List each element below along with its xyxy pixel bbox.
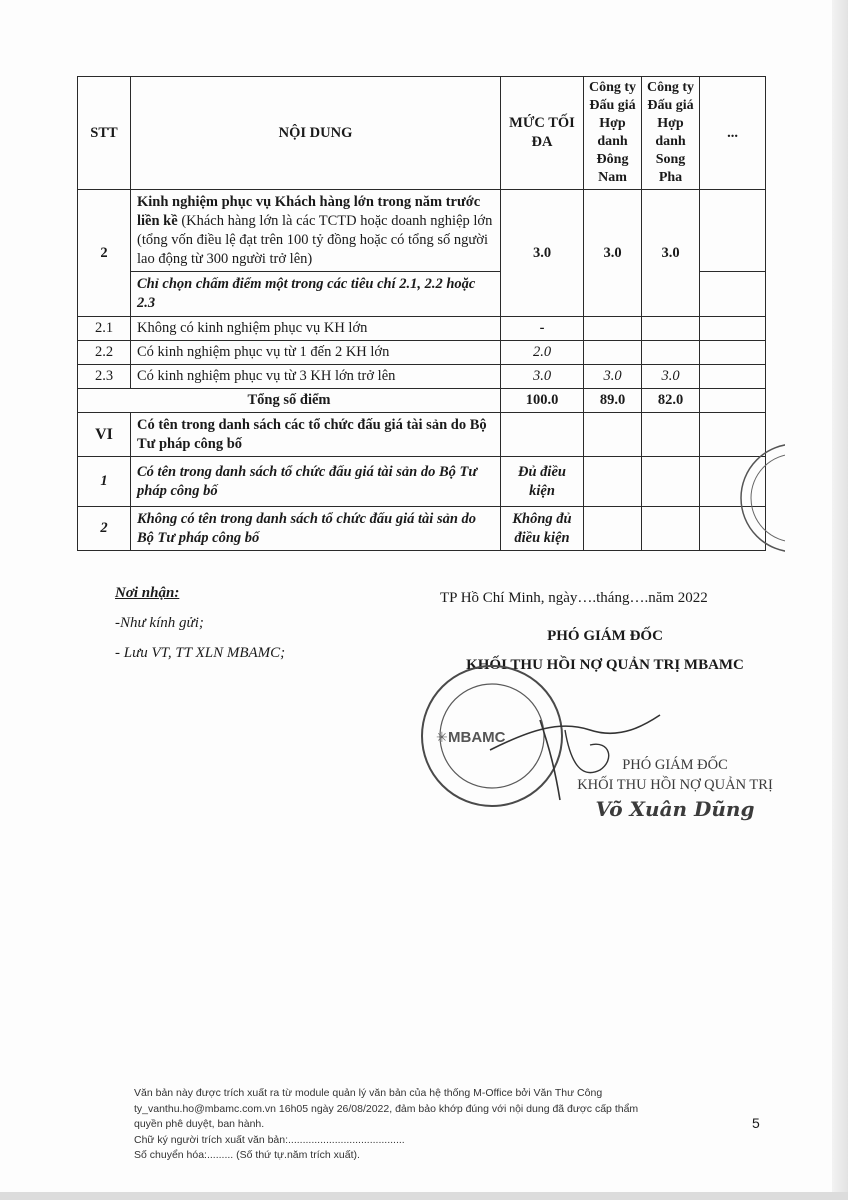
row-company2: 3.0 [642,365,700,389]
total-row [78,389,766,413]
recipient-line: - Lưu VT, TT XLN MBAMC; [115,645,286,661]
signer-department: KHỐI THU HỒI NỢ QUẢN TRỊ MBAMC [466,657,744,673]
score-table [77,76,766,551]
row-stt: 2.2 [78,341,131,365]
header-max: MỨC TỐI ĐA [501,77,584,190]
header-content: NỘI DUNG [131,77,501,190]
row-content: Có kinh nghiệm phục vụ từ 1 đến 2 KH lớn [131,341,501,365]
table-row [78,507,766,551]
table-row [78,317,766,341]
row-company1 [584,507,642,551]
table-row [78,190,766,272]
section-content: Có tên trong danh sách các tổ chức đấu giá tài sản do Bộ Tư pháp công bố [131,413,501,457]
table-header-row [78,77,766,190]
signer-stamp [560,755,790,819]
recipient-line: -Như kính gửi; [115,615,204,631]
row-company1 [584,317,642,341]
row-company2 [642,457,700,507]
row-more [700,272,766,317]
recipients-heading: Nơi nhận: [115,585,180,601]
section-row [78,413,766,457]
row-more [700,190,766,272]
row-company1: 3.0 [584,365,642,389]
row-company2: 3.0 [642,190,700,317]
section-stt: VI [78,413,131,457]
row-content: Có tên trong danh sách tổ chức đấu giá tài sản do Bộ Tư pháp công bố [131,457,501,507]
footer-line: Số chuyển hóa:......... (Số thứ tự.năm trích xuất). [134,1149,360,1161]
row-max: 2.0 [501,341,584,365]
row-more [700,389,766,413]
page-bottom-edge [0,1192,848,1200]
row-more [700,317,766,341]
star-icon: ✳ [436,730,448,746]
row-company1 [584,341,642,365]
table-row [78,457,766,507]
footer-line: Văn bản này được trích xuất ra từ module quản lý văn bản của hệ thống M-Office bởi Văn Thư Công [134,1087,603,1099]
header-company-song-pha: Công ty Đấu giá Hợp danh Song Pha [642,77,700,190]
recipients-block [115,578,285,668]
row-company2 [642,317,700,341]
page-edge-shadow [832,0,848,1200]
signer-title: PHÓ GIÁM ĐỐC [547,628,663,644]
seal-logo-text: MBAMC [448,729,506,746]
row-content: Có kinh nghiệm phục vụ từ 3 KH lớn trở lên [131,365,501,389]
footer-line: Chữ ký người trích xuất văn bản:........................................ [134,1133,405,1146]
total-company1: 89.0 [584,389,642,413]
row-more [700,341,766,365]
total-company2: 82.0 [642,389,700,413]
row-max: Không đủ điều kiện [501,507,584,551]
row-stt: 2 [78,507,131,551]
row-company2 [642,341,700,365]
total-label: Tổng số điểm [78,389,501,413]
row-content-bold: Kinh nghiệm phục vụ Khách hàng lớn trong năm trước liền kề [137,193,481,229]
row-stt: 2.3 [78,365,131,389]
table-row [78,341,766,365]
row-company1 [584,413,642,457]
signer-name: Võ Xuân Dũng [595,797,755,821]
row-max: Đủ điều kiện [501,457,584,507]
row-max [501,413,584,457]
row-max: 3.0 [501,190,584,317]
page-number: 5 [752,1115,760,1131]
row-content-normal: (Khách hàng lớn là các TCTD hoặc doanh nghiệp lớn (tổng vốn điều lệ đạt trên 100 tỷ đồng hoặc có tổng số người lao động từ 300 người trở lên) [137,212,493,267]
row-company2 [642,507,700,551]
header-more: ... [700,77,766,190]
stamp-title: PHÓ GIÁM ĐỐC [622,757,728,773]
row-stt: 1 [78,457,131,507]
place-date: TP Hồ Chí Minh, ngày….tháng….năm 2022 [440,590,708,606]
footer-line: ty_vanthu.ho@mbamc.com.vn 16h05 ngày 26/08/2022, đảm bảo khớp đúng với nội dung đã được cấp thẩm [134,1102,639,1115]
header-company-dong-nam: Công ty Đấu giá Hợp danh Đông Nam [584,77,642,190]
stamp-department: KHỐI THU HỒI NỢ QUẢN TRỊ [577,777,773,793]
table-row [78,365,766,389]
row-company1: 3.0 [584,190,642,317]
row-content [131,190,501,272]
total-max: 100.0 [501,389,584,413]
row-company2 [642,413,700,457]
footer-line: quyền phê duyệt, ban hành. [134,1118,265,1130]
row-max: - [501,317,584,341]
bank-seal-partial [735,438,785,558]
row-stt: 2 [78,190,131,317]
row-content: Không có tên trong danh sách tổ chức đấu giá tài sản do Bộ Tư pháp công bố [131,507,501,551]
row-note: Chỉ chọn chấm điểm một trong các tiêu chí 2.1, 2.2 hoặc 2.3 [131,272,501,317]
row-max: 3.0 [501,365,584,389]
row-more [700,365,766,389]
row-stt: 2.1 [78,317,131,341]
extraction-footer [134,1086,734,1164]
row-company1 [584,457,642,507]
row-content: Không có kinh nghiệm phục vụ KH lớn [131,317,501,341]
header-stt: STT [78,77,131,190]
